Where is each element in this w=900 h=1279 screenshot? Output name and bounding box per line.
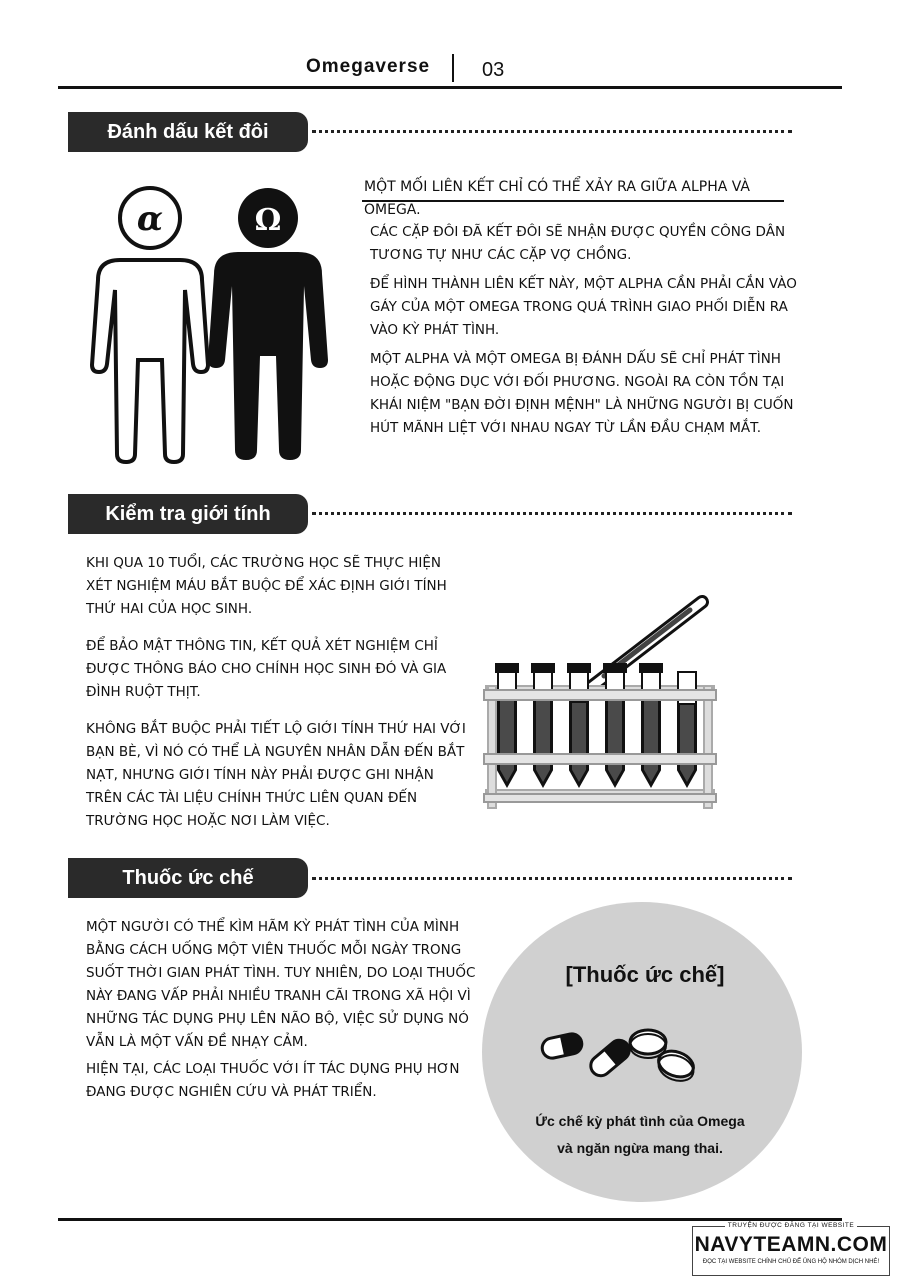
alpha-symbol: α <box>136 199 164 239</box>
marking-paragraph: CÁC CẶP ĐÔI ĐÃ KẾT ĐÔI SẼ NHẬN ĐƯỢC QUYỀN CÔNG DÂN TƯƠNG TỰ NHƯ CÁC CẶP VỢ CHỒNG. <box>370 224 786 263</box>
header-rule <box>58 86 842 89</box>
marking-lead: MỘT MỐI LIÊN KẾT CHỈ CÓ THỂ XẢY RA GIỮA ALPHA VÀ OMEGA. <box>364 179 751 218</box>
pill-caption-line: Ức chế kỳ phát tình của Omega <box>535 1113 745 1129</box>
pill-title: [Thuốc ức chế] <box>565 962 725 987</box>
lead-underline <box>362 200 784 202</box>
watermark-top-text: TRUYỆN ĐƯỢC ĐĂNG TẠI WEBSITE <box>692 1222 890 1229</box>
pill-caption-line: và ngăn ngừa mang thai. <box>557 1140 723 1156</box>
test-paragraph: ĐỂ BẢO MẬT THÔNG TIN, KẾT QUẢ XÉT NGHIỆM CHỈ ĐƯỢC THÔNG BÁO CHO CHÍNH HỌC SINH ĐÓ VÀ GIA ĐÌNH RUỘT THỊT. <box>86 638 447 700</box>
header-divider <box>452 54 454 82</box>
watermark-site-name[interactable]: NAVYTEAMN.COM <box>694 1233 888 1256</box>
dotted-leader <box>312 877 792 880</box>
test-body <box>86 552 466 839</box>
suppressant-paragraph: HIỆN TẠI, CÁC LOẠI THUỐC VỚI ÍT TÁC DỤNG PHỤ HƠN ĐANG ĐƯỢC NGHIÊN CỨU VÀ PHÁT TRIỂN. <box>86 1061 460 1100</box>
section-heading-marking: Đánh dấu kết đôi <box>68 112 308 152</box>
page-number: 03 <box>482 59 505 81</box>
test-tube-rack-illustration <box>480 590 720 810</box>
test-paragraph: KHI QUA 10 TUỔI, CÁC TRƯỜNG HỌC SẼ THỰC HIỆN XÉT NGHIỆM MÁU BẮT BUỘC ĐỂ XÁC ĐỊNH GIỚI TÍNH THỨ HAI CỦA HỌC SINH. <box>86 555 447 617</box>
watermark-subtext: ĐỌC TẠI WEBSITE CHÍNH CHỦ ĐỂ ỦNG HỘ NHÓM DỊCH NHÉ! <box>702 1259 880 1265</box>
running-header-title: Omegaverse <box>306 56 431 77</box>
marking-paragraph: MỘT ALPHA VÀ MỘT OMEGA BỊ ĐÁNH DẤU SẼ CHỈ PHÁT TÌNH HOẶC ĐỘNG DỤC VỚI ĐỐI PHƯƠNG. NGOÀI RA CÒN TỒN TẠI KHÁI NIỆM "BẠN ĐỜI ĐỊNH MỆNH" LÀ NHỮNG NGƯỜI BỊ CUỐN HÚT MÃNH LIỆT VỚI NHAU NGAY TỪ LẦN ĐẦU CHẠM MẮT. <box>370 351 794 436</box>
marking-paragraph: ĐỂ HÌNH THÀNH LIÊN KẾT NÀY, MỘT ALPHA CẦN PHẢI CẮN VÀO GÁY CỦA MỘT OMEGA TRONG QUÁ TRÌNH GIAO PHỐI DIỄN RA VÀO KỲ PHÁT TÌNH. <box>370 276 797 338</box>
alpha-omega-figures-illustration <box>90 180 340 465</box>
marking-body <box>370 221 806 446</box>
suppressant-paragraph: MỘT NGƯỜI CÓ THỂ KÌM HÃM KỲ PHÁT TÌNH CỦA MÌNH BẰNG CÁCH UỐNG MỘT VIÊN THUỐC MỖI NGÀY TRONG SUỐT THỜI GIAN PHÁT TÌNH. TUY NHIÊN, DO LOẠI THUỐC NÀY ĐANG VẤP PHẢI NHIỀU TRANH CÃI TRONG XÃ HỘI VÌ NHỮNG TÁC DỤNG PHỤ LÊN NÃO BỘ, VIỆC SỬ DỤNG NÓ VẪN LÀ MỘT VẤN ĐỀ NHẠY CẢM. <box>86 919 476 1050</box>
section-heading-suppressant: Thuốc ức chế <box>68 858 308 898</box>
suppressant-body <box>86 916 482 1110</box>
section-heading-test: Kiểm tra giới tính <box>68 494 308 534</box>
dotted-leader <box>312 512 792 515</box>
test-paragraph: KHÔNG BẮT BUỘC PHẢI TIẾT LỘ GIỚI TÍNH THỨ HAI VỚI BẠN BÈ, VÌ NÓ CÓ THỂ LÀ NGUYÊN NHÂN DẪN ĐẾN BẮT NẠT, NHƯNG GIỚI TÍNH NÀY PHẢI ĐƯỢC GHI NHẬN TRÊN CÁC TÀI LIỆU CHÍNH THỨC LIÊN QUAN ĐẾN TRƯỜNG HỌC HOẶC NƠI LÀM VIỆC. <box>86 721 466 829</box>
omega-symbol: Ω <box>254 203 282 238</box>
footer-rule <box>58 1218 842 1221</box>
pill-caption <box>520 1108 760 1162</box>
dotted-leader <box>312 130 792 133</box>
pills-icon <box>536 1024 706 1086</box>
